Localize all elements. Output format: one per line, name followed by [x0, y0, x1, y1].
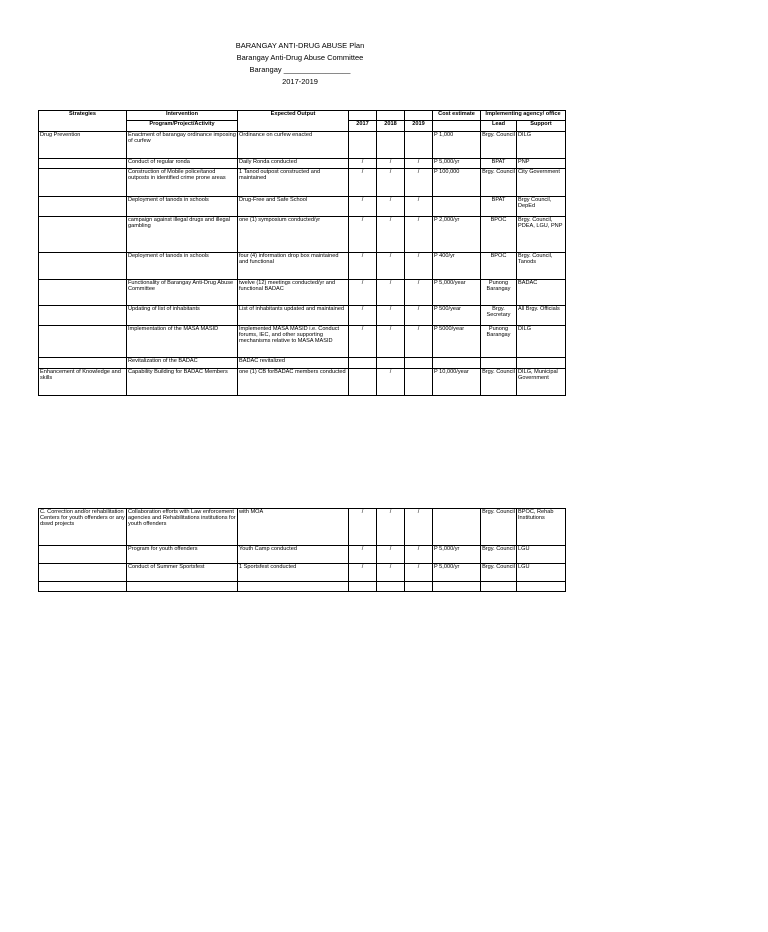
year-2019-cell: /	[405, 253, 433, 280]
cost-cell: P 1,000	[433, 132, 481, 159]
table-row	[39, 132, 566, 159]
year-2017-cell: /	[349, 306, 377, 326]
program-cell: Collaboration efforts with Law enforcement agencies and Rehabilitations institutions for youth offenders	[127, 509, 238, 546]
support-cell: DILG	[517, 326, 566, 358]
year-2019-cell: /	[405, 197, 433, 217]
cost-cell: P 400/yr	[433, 253, 481, 280]
year-2018-cell: /	[377, 169, 405, 197]
year-2018-cell: /	[377, 197, 405, 217]
cost-cell: P 100,000	[433, 169, 481, 197]
output-cell: one (1) CB forBADAC members conducted	[238, 369, 349, 396]
cost-cell: P 5,000/yr	[433, 564, 481, 582]
cost-cell: P 10,000/year	[433, 369, 481, 396]
output-cell: twelve (12) meetings conducted/yr and functional BADAC	[238, 280, 349, 306]
program-cell: Capability Building for BADAC Members	[127, 369, 238, 396]
col-support: Support	[517, 121, 566, 132]
year-2019-cell: /	[405, 306, 433, 326]
output-cell: 1 Sportsfest conducted	[238, 564, 349, 582]
program-cell: Program for youth offenders	[127, 546, 238, 564]
cost-cell: P 5,000/yr	[433, 546, 481, 564]
lead-cell: Brgy. Council	[481, 509, 517, 546]
year-2018-cell: /	[377, 509, 405, 546]
year-2017-cell: /	[349, 564, 377, 582]
program-cell: Revitalization of the BADAC	[127, 358, 238, 369]
support-cell: DILG, Municipal Government	[517, 369, 566, 396]
table-row	[39, 253, 566, 280]
strategy-cell	[39, 306, 127, 326]
table-row	[39, 326, 566, 358]
lead-cell: BPOC	[481, 253, 517, 280]
year-2019-cell: /	[405, 169, 433, 197]
year-2017-cell: /	[349, 197, 377, 217]
strategy-cell	[39, 582, 127, 592]
year-2017-cell: /	[349, 169, 377, 197]
year-2018-cell: /	[377, 369, 405, 396]
cost-cell: P 2,000/yr	[433, 217, 481, 253]
table-row	[39, 509, 566, 546]
year-2019-cell: /	[405, 546, 433, 564]
program-cell	[127, 582, 238, 592]
lead-cell: Brgy. Council	[481, 564, 517, 582]
strategy-cell: C. Correction and/or rehabilitation Centers for youth offenders or any dswd projects	[39, 509, 127, 546]
plan-period: 2017-2019	[282, 77, 318, 86]
year-2017-cell	[349, 369, 377, 396]
strategy-cell	[39, 169, 127, 197]
year-2019-cell	[405, 582, 433, 592]
cost-cell: P 5,000/yr	[433, 159, 481, 169]
year-2019-cell	[405, 358, 433, 369]
cost-cell	[433, 358, 481, 369]
lead-cell	[481, 358, 517, 369]
support-cell: Brgy. Council, PDEA, LGU, PNP	[517, 217, 566, 253]
table-row	[39, 197, 566, 217]
lead-cell: Brgy. Council	[481, 369, 517, 396]
strategy-cell	[39, 253, 127, 280]
cost-cell: P 5000/year	[433, 326, 481, 358]
support-cell	[517, 358, 566, 369]
strategy-cell: Drug Prevention	[39, 132, 127, 159]
table-row	[39, 546, 566, 564]
year-2018-cell: /	[377, 326, 405, 358]
doc-title: BARANGAY ANTI-DRUG ABUSE Plan	[235, 41, 365, 50]
output-cell: Drug-Free and Safe School	[238, 197, 349, 217]
year-2019-cell: /	[405, 159, 433, 169]
strategy-cell	[39, 546, 127, 564]
output-cell: one (1) symposium conducted/yr	[238, 217, 349, 253]
support-cell: Brgy. Council, Tanods	[517, 253, 566, 280]
table-row	[39, 582, 566, 592]
program-cell: Deployment of tanods in schools	[127, 197, 238, 217]
col-strategies: Strategies	[39, 111, 127, 132]
plan-table-continued	[38, 508, 566, 592]
year-2018-cell: /	[377, 306, 405, 326]
lead-cell	[481, 582, 517, 592]
cost-cell	[433, 509, 481, 546]
barangay-name: Barangay ________________	[249, 65, 351, 74]
program-cell: Enactment of barangay ordinance imposing of curfew	[127, 132, 238, 159]
col-cost-estimate: Cost estimate	[433, 111, 481, 121]
year-2017-cell: /	[349, 253, 377, 280]
col-2018: 2018	[377, 121, 405, 132]
year-2018-cell: /	[377, 564, 405, 582]
lead-cell: Punong Barangay	[481, 326, 517, 358]
support-cell: BADAC	[517, 280, 566, 306]
year-2017-cell	[349, 358, 377, 369]
support-cell: BPOC, Rehab Institutions	[517, 509, 566, 546]
table-row	[39, 564, 566, 582]
year-2019-cell: /	[405, 280, 433, 306]
year-2017-cell: /	[349, 326, 377, 358]
lead-cell: BPAT	[481, 159, 517, 169]
output-cell: 1 Tanod outpost constructed and maintained	[238, 169, 349, 197]
table-row	[39, 280, 566, 306]
output-cell: Implemented MASA MASID i.e. Conduct forums, IEC, and other supporting mechanisms relative to MASA MASID	[238, 326, 349, 358]
year-2018-cell	[377, 582, 405, 592]
year-2019-cell	[405, 132, 433, 159]
table-row	[39, 159, 566, 169]
year-2017-cell: /	[349, 159, 377, 169]
committee-name: Barangay Anti-Drug Abuse Committee	[236, 53, 364, 62]
table-row	[39, 369, 566, 396]
strategy-cell	[39, 217, 127, 253]
lead-cell: Brgy. Council	[481, 546, 517, 564]
year-2018-cell	[377, 132, 405, 159]
table-row	[39, 306, 566, 326]
strategy-cell	[39, 159, 127, 169]
output-cell: with MOA	[238, 509, 349, 546]
col-implementing-agency: Implementing agency/ office	[481, 111, 566, 121]
support-cell: LGU	[517, 564, 566, 582]
year-2017-cell: /	[349, 217, 377, 253]
year-2017-cell: /	[349, 280, 377, 306]
output-cell: Ordinance on curfew enacted	[238, 132, 349, 159]
year-2018-cell: /	[377, 253, 405, 280]
program-cell: Conduct of Summer Sportsfest	[127, 564, 238, 582]
col-2017: 2017	[349, 121, 377, 132]
support-cell	[517, 582, 566, 592]
support-cell: PNP	[517, 159, 566, 169]
col-intervention: Intervention	[127, 111, 238, 121]
year-2019-cell: /	[405, 217, 433, 253]
output-cell: List of inhabitants updated and maintained	[238, 306, 349, 326]
lead-cell: BPOC	[481, 217, 517, 253]
program-cell: Functionality of Barangay Anti-Drug Abuse Committee	[127, 280, 238, 306]
lead-cell: Punong Barangay	[481, 280, 517, 306]
cost-cell	[433, 582, 481, 592]
program-cell: Updating of list of inhabitants	[127, 306, 238, 326]
col-lead: Lead	[481, 121, 517, 132]
year-2018-cell	[377, 358, 405, 369]
lead-cell: Brgy. Secretary	[481, 306, 517, 326]
program-cell: Deployment of tanods in schools	[127, 253, 238, 280]
year-2019-cell: /	[405, 326, 433, 358]
support-cell: LGU	[517, 546, 566, 564]
year-2019-cell: /	[405, 509, 433, 546]
year-2017-cell	[349, 582, 377, 592]
year-2018-cell: /	[377, 546, 405, 564]
strategy-cell	[39, 197, 127, 217]
lead-cell: Brgy. Council	[481, 169, 517, 197]
year-2017-cell: /	[349, 509, 377, 546]
strategy-cell: Enhancement of Knowledge and skills	[39, 369, 127, 396]
output-cell: four (4) information drop box maintained and functional	[238, 253, 349, 280]
table-row	[39, 217, 566, 253]
cost-cell: P 5,000/year	[433, 280, 481, 306]
col-expected-output: Expected Output	[238, 111, 349, 132]
col-2019: 2019	[405, 121, 433, 132]
output-cell: BADAC revitalized	[238, 358, 349, 369]
program-cell: Construction of Mobile police/tanod outposts in identified crime prone areas	[127, 169, 238, 197]
year-2017-cell: /	[349, 546, 377, 564]
strategy-cell	[39, 358, 127, 369]
table-row	[39, 169, 566, 197]
strategy-cell	[39, 280, 127, 306]
support-cell: Brgy Council, DepEd	[517, 197, 566, 217]
lead-cell: Brgy. Council	[481, 132, 517, 159]
program-cell: campaign against illegal drugs and illegal gambling	[127, 217, 238, 253]
program-cell: Implementation of the MASA MASID	[127, 326, 238, 358]
support-cell: DILG	[517, 132, 566, 159]
support-cell: City Government	[517, 169, 566, 197]
support-cell: All Brgy. Officials	[517, 306, 566, 326]
output-cell: Youth Camp conducted	[238, 546, 349, 564]
year-2018-cell: /	[377, 159, 405, 169]
cost-cell	[433, 197, 481, 217]
strategy-cell	[39, 326, 127, 358]
plan-table	[38, 110, 566, 396]
program-cell: Conduct of regular ronda	[127, 159, 238, 169]
lead-cell: BPAT	[481, 197, 517, 217]
year-2018-cell: /	[377, 280, 405, 306]
year-2019-cell	[405, 369, 433, 396]
col-program: Program/Project/Activity	[127, 121, 238, 132]
output-cell	[238, 582, 349, 592]
year-2018-cell: /	[377, 217, 405, 253]
table-row	[39, 358, 566, 369]
year-2017-cell	[349, 132, 377, 159]
cost-cell: P 500/year	[433, 306, 481, 326]
year-2019-cell: /	[405, 564, 433, 582]
output-cell: Daily Ronda conducted	[238, 159, 349, 169]
strategy-cell	[39, 564, 127, 582]
